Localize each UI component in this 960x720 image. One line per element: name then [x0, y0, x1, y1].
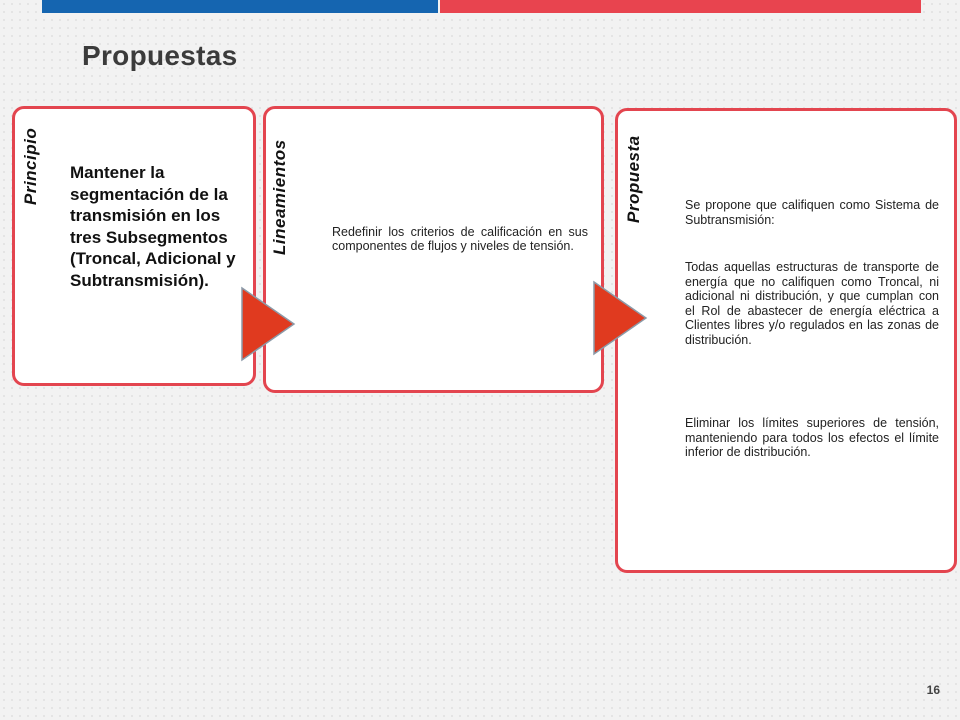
slide-title: Propuestas	[82, 40, 238, 71]
propuesta-paragraph-intro: Se propone que califiquen como Sistema de Subtransmisión:	[685, 198, 939, 227]
header-bar-blue	[42, 0, 438, 13]
principio-label: Principio	[21, 127, 40, 205]
propuesta-label: Propuesta	[624, 135, 643, 223]
propuesta-paragraph-limits: Eliminar los límites superiores de tensión, manteniendo para todos los efectos el límite inferior de distribución.	[685, 416, 939, 459]
lineamientos-label: Lineamientos	[270, 139, 289, 255]
principio-card	[12, 106, 256, 386]
propuesta-paragraph-structures: Todas aquellas estructuras de transporte de energía que no califiquen como Troncal, ni adicional ni distribución, y que cumplan con el Rol de abastecer de energía eléctrica a Clientes libres y/o regulados en las zonas de distribución.	[685, 260, 939, 347]
arrow-right-icon	[592, 280, 648, 356]
header-bar-red	[440, 0, 921, 13]
propuesta-card	[615, 108, 957, 573]
arrow-right-icon	[240, 286, 296, 362]
principio-text: Mantener la segmentación de la transmisión en los tres Subsegmentos (Troncal, Adicional y Subtransmisión).	[70, 163, 236, 290]
lineamientos-text: Redefinir los criterios de calificación en sus componentes de flujos y niveles de tensión.	[332, 225, 588, 253]
lineamientos-card	[263, 106, 604, 393]
page-number: 16	[926, 683, 940, 697]
